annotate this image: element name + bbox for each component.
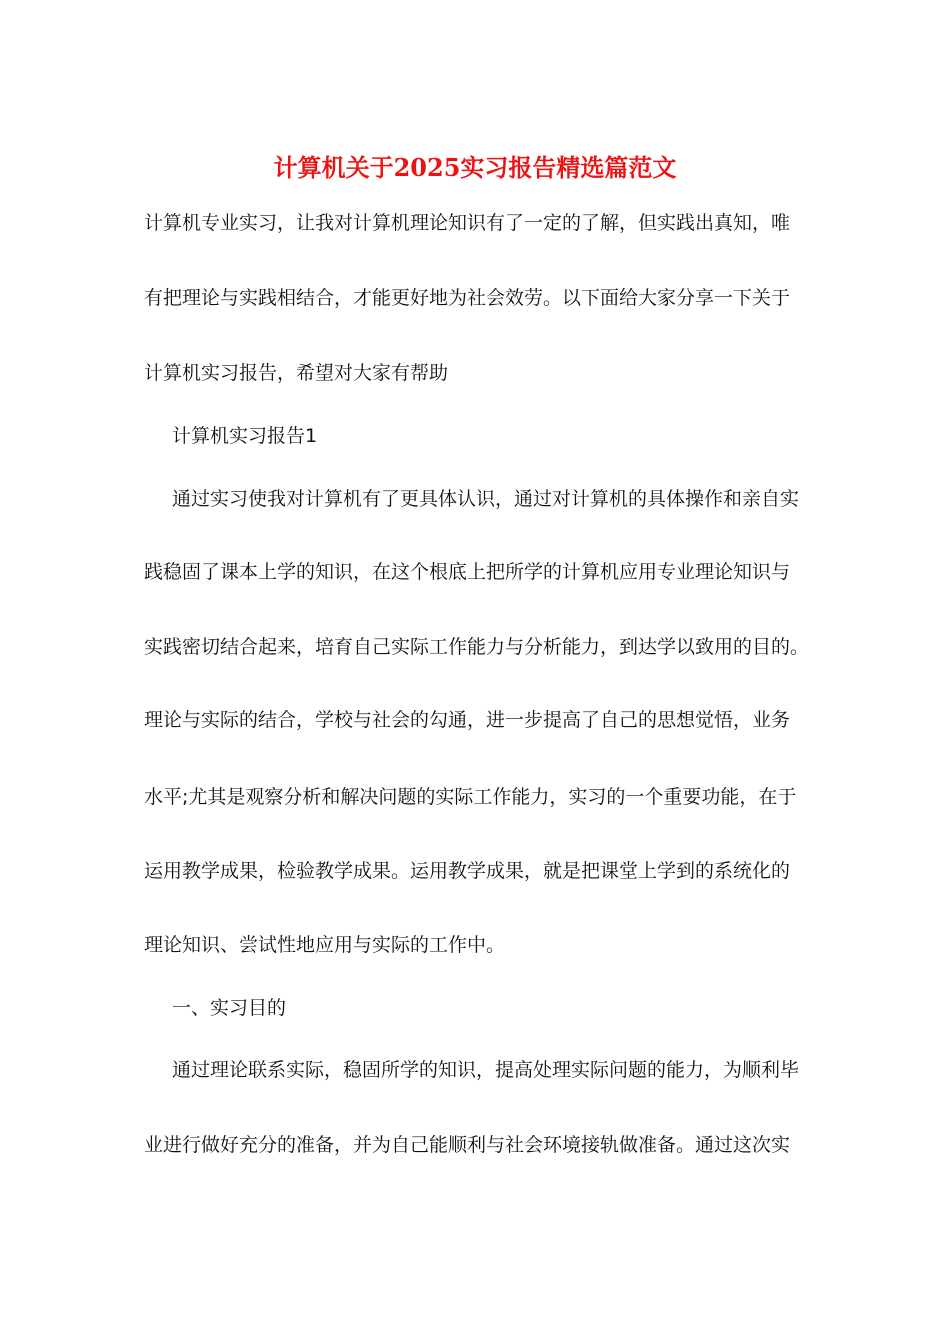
section-heading-report-1: 计算机实习报告1 [172,425,318,447]
body-line-1: 通过实习使我对计算机有了更具体认识，通过对计算机的具体操作和亲自实 [172,488,800,510]
body-line-5: 水平;尤其是观察分析和解决问题的实际工作能力，实习的一个重要功能，在于 [144,786,797,808]
body-line-3: 实践密切结合起来，培育自己实际工作能力与分析能力，到达学以致用的目的。 [144,636,810,658]
intro-line-1: 计算机专业实习，让我对计算机理论知识有了一定的了解，但实践出真知，唯 [144,212,791,234]
body-line-2: 践稳固了课本上学的知识，在这个根底上把所学的计算机应用专业理论知识与 [144,561,791,583]
intro-line-2: 有把理论与实践相结合，才能更好地为社会效劳。以下面给大家分享一下关于 [144,287,791,309]
body-line-8: 通过理论联系实际，稳固所学的知识，提高处理实际问题的能力，为顺利毕 [172,1059,800,1081]
body-line-7: 理论知识、尝试性地应用与实际的工作中。 [144,934,506,956]
body-line-6: 运用教学成果，检验教学成果。运用教学成果，就是把课堂上学到的系统化的 [144,860,791,882]
section-heading-purpose: 一、实习目的 [172,997,287,1019]
intro-line-3: 计算机实习报告，希望对大家有帮助 [144,362,449,384]
body-line-9: 业进行做好充分的准备，并为自己能顺利与社会环境接轨做准备。通过这次实 [144,1134,791,1156]
document-title: 计算机关于2025实习报告精选篇范文 [273,153,677,182]
body-line-4: 理论与实际的结合，学校与社会的勾通，进一步提高了自己的思想觉悟，业务 [144,709,791,731]
